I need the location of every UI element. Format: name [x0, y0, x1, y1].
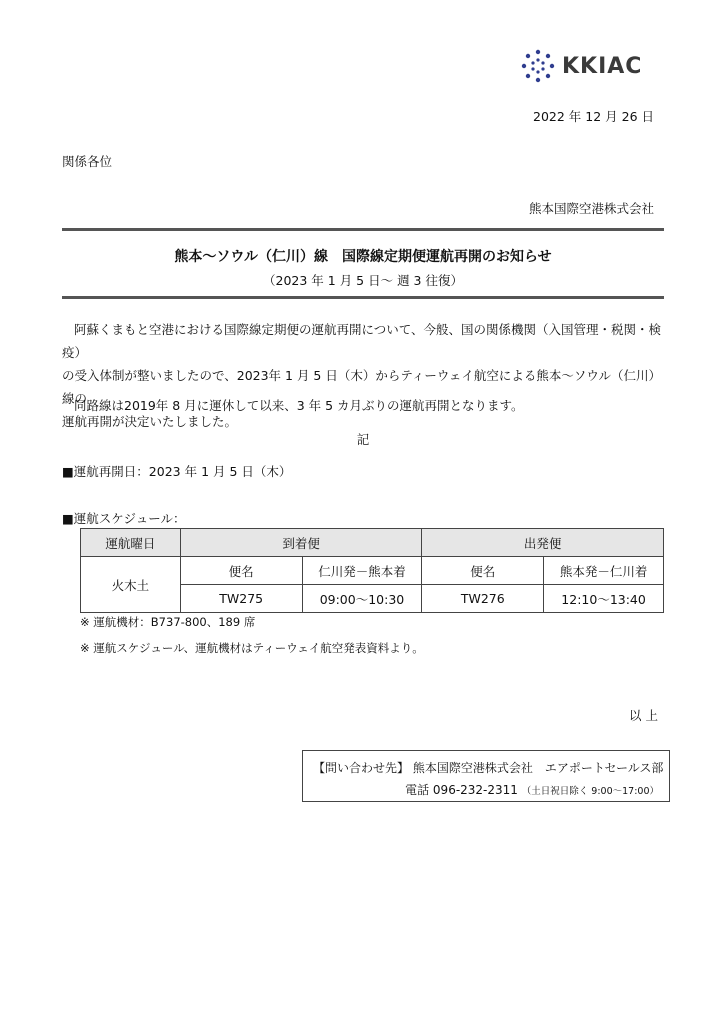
paragraph-line: 運航再開が決定いたしました。: [62, 414, 238, 429]
resume-date-item: ■運航再開日：2023 年 1 月 5 日（木）: [62, 464, 292, 479]
document-subtitle: （2023 年 1 月 5 日～ 週 3 往復）: [263, 273, 463, 288]
sender-company: 熊本国際空港株式会社: [528, 201, 654, 216]
schedule-heading: ■運航スケジュール：: [62, 511, 186, 526]
title-bottom-rule: [62, 296, 664, 299]
paragraph-line: の受入体制が整いましたので、2023年 1 月 5 日（木）からティーウェイ航空による熊本～ソウル（仁川）線の: [62, 368, 661, 406]
phone-label: 電話: [405, 783, 430, 797]
departure-flight-header: 便名: [422, 557, 544, 585]
business-hours: （土日祝日除く 9:00～17:00）: [521, 786, 659, 797]
arrival-flight-header: 便名: [180, 557, 302, 585]
arrival-flight-number: TW275: [180, 585, 302, 613]
title-top-rule: [62, 228, 664, 231]
contact-phone-line: [405, 781, 659, 798]
contact-department: 【問い合わせ先】 熊本国際空港株式会社 エアポートセールス部: [313, 761, 664, 775]
source-note: ※ 運航スケジュール、運航機材はティーウェイ航空発表資料より。: [80, 641, 424, 655]
flight-schedule-table: [80, 528, 664, 613]
ki-heading: 記: [356, 432, 370, 447]
addressee: 関係各位: [62, 154, 113, 169]
contact-box: [302, 750, 670, 802]
header-operating-days: 運航曜日: [81, 529, 181, 557]
logo-text: KKIAC: [562, 53, 643, 79]
closing-mark: 以 上: [629, 708, 658, 723]
departure-flight-number: TW276: [422, 585, 544, 613]
history-paragraph: 同路線は2019年 8 月に運休して以来、3 年 5 カ月ぶりの運航再開となります。: [74, 398, 524, 413]
sun-burst-icon: [520, 48, 556, 84]
aircraft-note: ※ 運航機材：B737-800、189 席: [80, 615, 256, 629]
departure-time: 12:10～13:40: [544, 585, 664, 613]
paragraph-line: 阿蘇くまもと空港における国際線定期便の運航再開について、今般、国の関係機関（入国管理・税関・検疫）: [62, 322, 662, 360]
departure-route-header: 熊本発－仁川着: [544, 557, 664, 585]
arrival-time: 09:00～10:30: [302, 585, 422, 613]
document-date: 2022 年 12 月 26 日: [533, 109, 654, 124]
arrival-route-header: 仁川発－熊本着: [302, 557, 422, 585]
operating-days-cell: 火木土: [81, 557, 181, 613]
header-arrival: 到着便: [180, 529, 422, 557]
header-departure: 出発便: [422, 529, 664, 557]
phone-number: 096-232-2311: [432, 783, 518, 797]
company-logo: [520, 46, 650, 86]
document-title: 熊本～ソウル（仁川）線 国際線定期便運航再開のお知らせ: [174, 249, 552, 265]
